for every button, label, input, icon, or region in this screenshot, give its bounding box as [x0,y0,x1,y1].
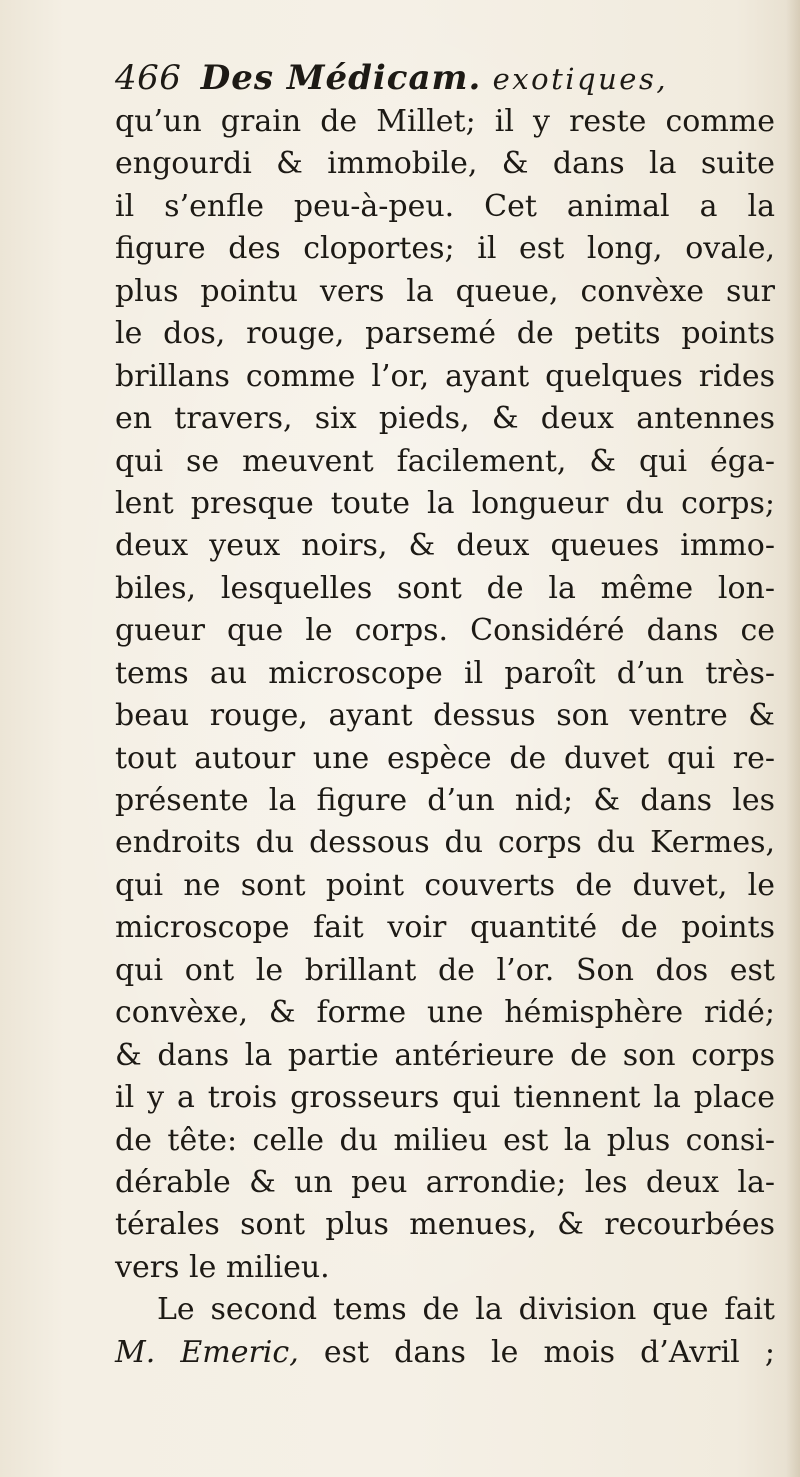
person-name: M. Emeric, [115,1334,299,1370]
text-line: brillans comme l’or, ayant quelques rides [115,358,775,394]
text-line: & dans la partie antérieure de son corps [115,1037,775,1073]
paragraph-start-line: Le second tems de la division que fait [157,1292,775,1328]
text-line-last [115,1332,775,1374]
text-line: endroits du dessous du corps du Kermes, [115,825,775,861]
text-line: plus pointu vers la queue, convèxe sur [115,273,775,309]
text-line: lent presque toute la longueur du corps; [115,485,775,521]
text-line: il s’enfle peu-à-peu. Cet animal a la [115,188,775,224]
text-line: deux yeux noirs, & deux queues immo- [115,528,775,564]
text-line: qui ont le brillant de l’or. Son dos est [115,952,775,988]
running-head-subtitle: exotiques, [492,62,669,96]
text-line: gueur que le corps. Considéré dans ce [115,613,775,649]
text-line: en travers, six pieds, & deux antennes [115,401,775,437]
running-head-title: Des Médicam. [200,58,482,98]
page-edge-shadow [786,0,800,1477]
page-number: 466 [115,58,182,98]
text-line: engourdi & immobile, & dans la suite [115,146,775,182]
text-line: beau rouge, ayant dessus son ventre & [115,698,775,734]
paragraph-end-line: vers le milieu. [115,1249,330,1285]
text-line: le dos, rouge, parsemé de petits points [115,316,775,352]
text-line: biles, lesquelles sont de la même lon- [115,570,775,606]
text-line-remainder: est dans le mois d’Avril ; [323,1334,775,1370]
text-line: il y a trois grosseurs qui tiennent la place [115,1080,775,1116]
running-head [115,54,715,102]
text-line: microscope fait voir quantité de points [115,910,775,946]
text-line: qui se meuvent facilement, & qui éga- [115,443,775,479]
text-line: présente la figure d’un nid; & dans les [115,783,775,818]
text-line: dérable & un peu arrondie; les deux la- [115,1164,775,1200]
text-line: térales sont plus menues, & recourbées [115,1207,775,1243]
text-line: qui ne sont point couverts de duvet, le [115,867,775,903]
text-line: de tête: celle du milieu est la plus consi- [115,1122,775,1158]
text-line: convèxe, & forme une hémisphère ridé; [115,995,775,1031]
text-line: tout autour une espèce de duvet qui re- [115,740,775,776]
body-text [115,101,775,1374]
text-line: tems au microscope il paroît d’un très- [115,655,775,691]
text-line: figure des cloportes; il est long, ovale, [115,231,775,267]
text-line: qu’un grain de Millet; il y reste comme [115,104,775,139]
